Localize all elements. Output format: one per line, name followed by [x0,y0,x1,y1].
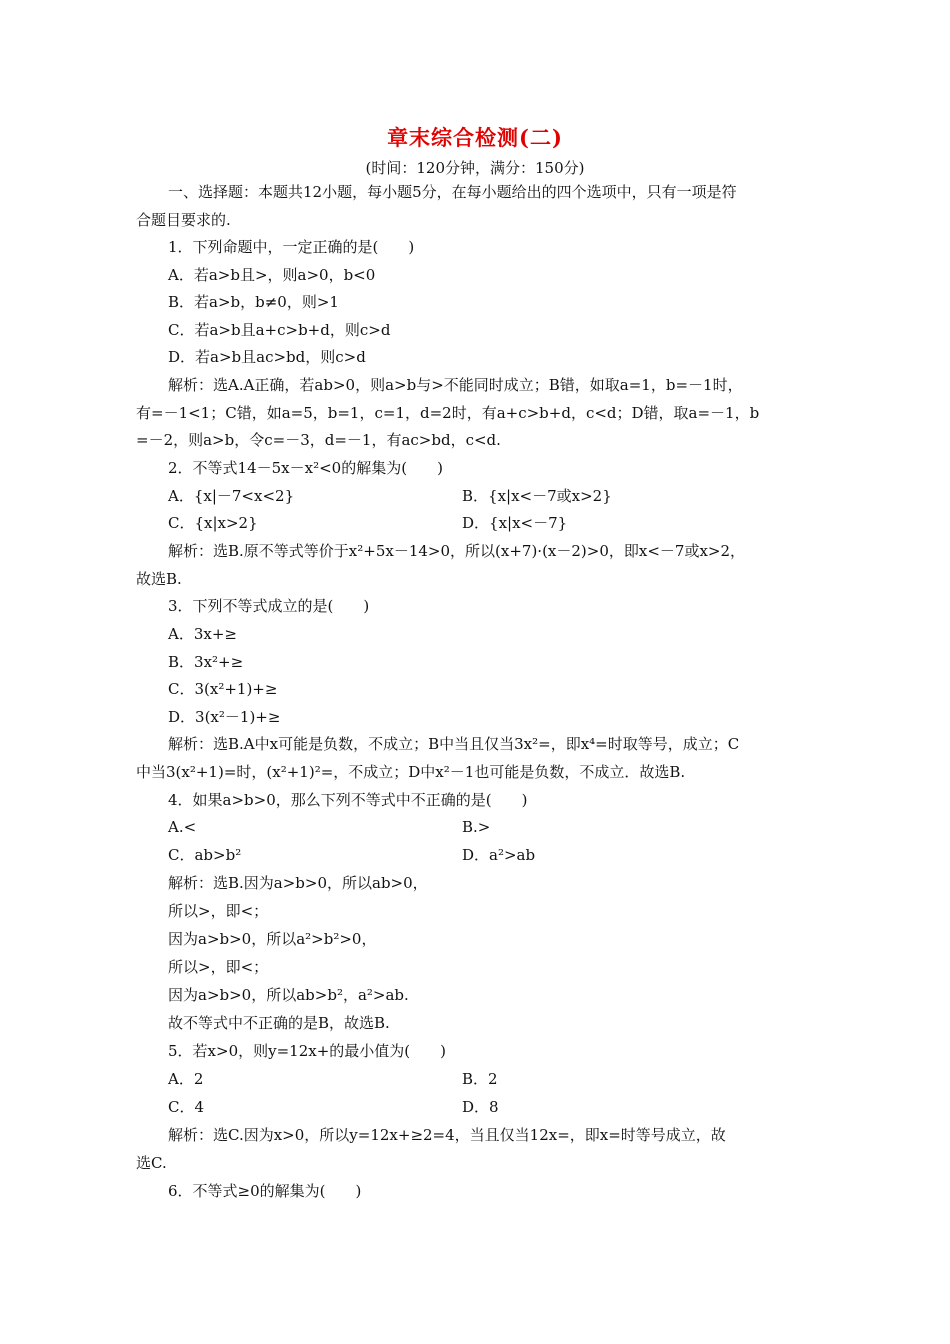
q2-solution-cont: 故选B. [136,570,182,588]
q4-solution-step: 因为a>b>0，所以a²>b²>0， [168,930,377,948]
q2-option-d: D．{x|x<－7} [462,514,568,532]
q4-option-b: B.> [462,818,491,836]
q2-option-c: C．{x|x>2} [168,514,258,532]
q4-solution: 解析：选B.因为a>b>0，所以ab>0， [168,874,428,892]
q1-solution-cont: 有=－1<1；C错，如a=5，b=1，c=1，d=2时，有a+c>b+d，c<d；D错，取a=－1，b [136,404,760,422]
question-2: 2．不等式14－5x－x²<0的解集为( ) [168,459,443,477]
q4-solution-step: 所以>，即<； [168,958,269,976]
q5-option-b: B．2 [462,1070,498,1088]
question-1: 1．下列命题中，一定正确的是( ) [168,238,415,256]
q4-option-a: A.< [168,818,197,836]
q5-option-a: A．2 [168,1070,204,1088]
q5-solution-cont: 选C. [136,1154,167,1172]
q5-solution: 解析：选C.因为x>0，所以y=12x+≥2=4，当且仅当12x=，即x=时等号成立，故 [168,1126,726,1144]
q1-option-d: D．若a>b且ac>bd，则c>d [168,348,366,366]
q3-option-c: C．3(x²+1)+≥ [168,680,278,698]
section-intro: 一、选择题：本题共12小题，每小题5分，在每小题给出的四个选项中，只有一项是符 [168,183,737,201]
q2-option-a: A．{x|－7<x<2} [168,487,295,505]
question-4: 4．如果a>b>0，那么下列不等式中不正确的是( ) [168,791,528,809]
q4-solution-step: 所以>，即<； [168,902,269,920]
q3-option-d: D．3(x²－1)+≥ [168,708,281,726]
question-3: 3．下列不等式成立的是( ) [168,597,370,615]
q3-solution: 解析：选B.A中x可能是负数，不成立；B中当且仅当3x²=，即x⁴=时取等号，成立；C [168,735,740,753]
page-title: 章末综合检测(二) [387,125,563,150]
q4-solution-step: 故不等式中不正确的是B，故选B. [168,1014,390,1032]
q3-solution-cont: 中当3(x²+1)=时，(x²+1)²=，不成立；D中x²－1也可能是负数，不成立．故选B. [136,763,686,781]
exam-info: (时间：120分钟，满分：150分) [365,159,585,177]
q1-option-a: A．若a>b且>，则a>0，b<0 [168,266,376,284]
q1-option-b: B．若a>b，b≠0，则>1 [168,293,339,311]
q1-solution: 解析：选A.A正确，若ab>0，则a>b与>不能同时成立；B错，如取a=1，b=－1时， [168,376,743,394]
q2-solution: 解析：选B.原不等式等价于x²+5x－14>0，所以(x+7)·(x－2)>0，即x<－7或x>2， [168,542,746,560]
q1-option-c: C．若a>b且a+c>b+d，则c>d [168,321,391,339]
question-6: 6．不等式≥0的解集为( ) [168,1182,362,1200]
q4-solution-step: 因为a>b>0，所以ab>b²，a²>ab. [168,986,409,1004]
q2-option-b: B．{x|x<－7或x>2} [462,487,612,505]
q1-solution-cont: =－2，则a>b，令c=－3，d=－1，有ac>bd，c<d. [136,431,501,449]
q5-option-c: C．4 [168,1098,205,1116]
q3-option-b: B．3x²+≥ [168,653,244,671]
q3-option-a: A．3x+≥ [168,625,237,643]
section-intro-cont: 合题目要求的. [136,211,231,229]
question-5: 5．若x>0，则y=12x+的最小值为( ) [168,1042,446,1060]
q4-option-d: D．a²>ab [462,846,536,864]
q4-option-c: C．ab>b² [168,846,242,864]
q5-option-d: D．8 [462,1098,499,1116]
